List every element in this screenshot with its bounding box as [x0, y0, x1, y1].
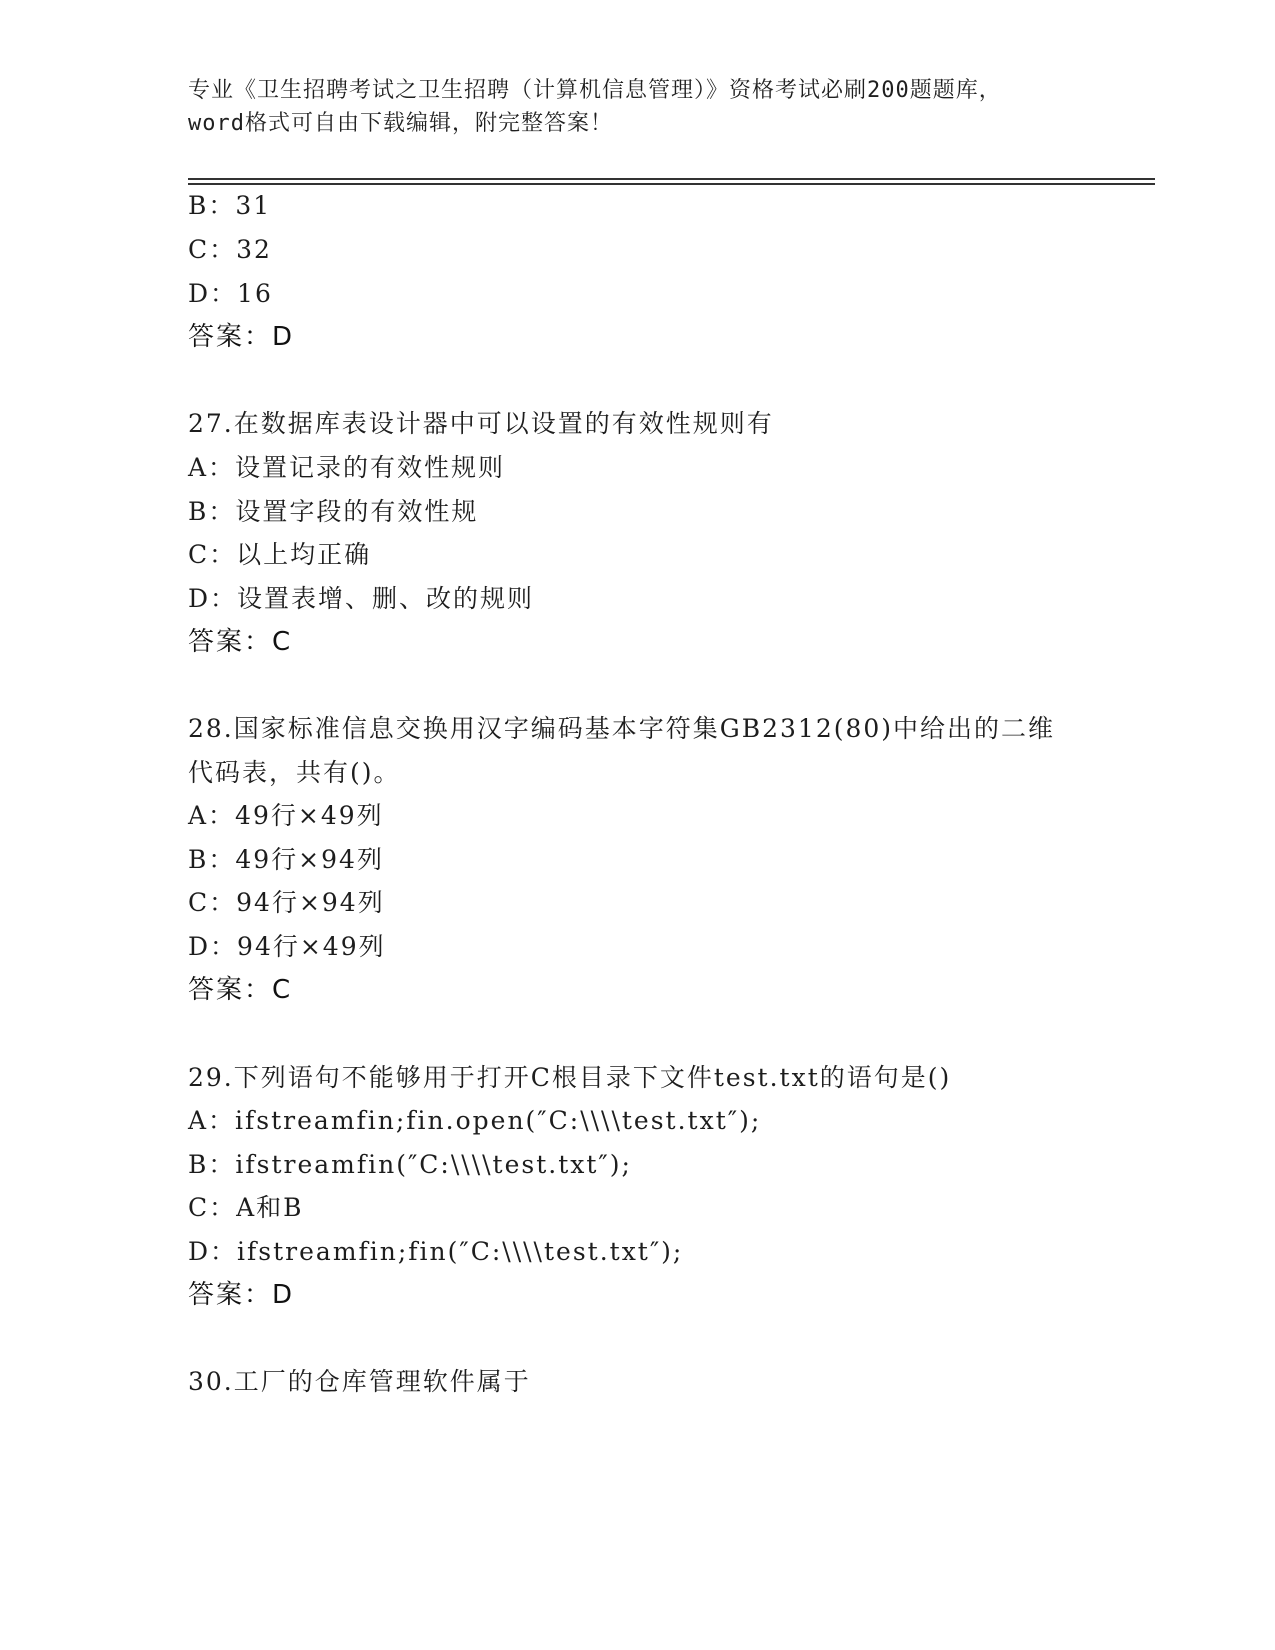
question-27-option-a: A：设置记录的有效性规则 — [188, 453, 506, 482]
document-header — [188, 74, 1088, 140]
header-rule-top — [188, 178, 1155, 180]
option-d: D：16 — [188, 279, 273, 308]
option-b: B：31 — [188, 191, 272, 220]
header-title-line-2: word格式可自由下载编辑，附完整答案！ — [188, 111, 613, 136]
question-28-answer: 答案：C — [188, 975, 293, 1005]
option-c: C：32 — [188, 235, 272, 264]
question-29-stem: 29.下列语句不能够用于打开C根目录下文件test.txt的语句是() — [188, 1063, 952, 1092]
header-title-line-1: 专业《卫生招聘考试之卫生招聘（计算机信息管理）》资格考试必刷200题题库， — [188, 78, 1002, 103]
answer: 答案：D — [188, 322, 295, 352]
question-27-option-c: C：以上均正确 — [188, 540, 372, 569]
question-28-option-d: D：94行×49列 — [188, 932, 386, 961]
question-28-option-c: C：94行×94列 — [188, 888, 385, 917]
question-30-stem: 30.工厂的仓库管理软件属于 — [188, 1367, 531, 1396]
question-29-option-d: D：ifstreamfin;fin(″C:\\\\test.txt″); — [188, 1237, 684, 1266]
question-28-option-a: A：49行×49列 — [188, 801, 384, 830]
header-rule-bottom — [188, 183, 1155, 185]
question-29-option-b: B：ifstreamfin(″C:\\\\test.txt″); — [188, 1150, 632, 1179]
question-29-option-a: A：ifstreamfin;fin.open(″C:\\\\test.txt″); — [188, 1106, 762, 1135]
question-29-option-c: C：A和B — [188, 1193, 304, 1222]
question-27-option-b: B：设置字段的有效性规 — [188, 497, 479, 526]
question-27-stem: 27.在数据库表设计器中可以设置的有效性规则有 — [188, 409, 774, 438]
question-29-answer: 答案：D — [188, 1280, 295, 1310]
question-27-answer: 答案：C — [188, 627, 293, 657]
question-28-stem-line-2: 代码表，共有()。 — [188, 758, 401, 787]
question-28-option-b: B：49行×94列 — [188, 845, 384, 874]
question-28-stem-line-1: 28.国家标准信息交换用汉字编码基本字符集GB2312(80)中给出的二维 — [188, 714, 1056, 743]
question-27-option-d: D：设置表增、删、改的规则 — [188, 584, 535, 613]
